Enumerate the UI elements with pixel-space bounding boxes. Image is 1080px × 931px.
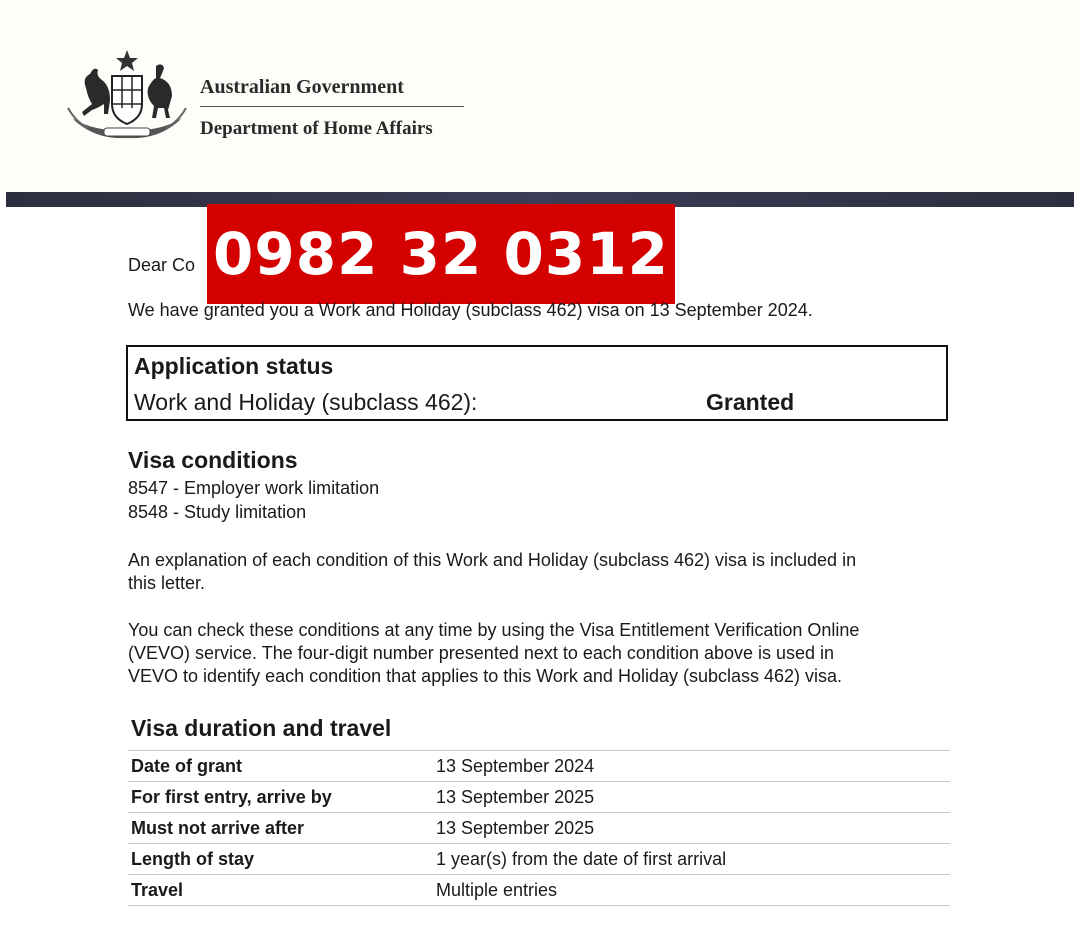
conditions-explanation-line: An explanation of each condition of this Work and Holiday (subclass 462) visa is included in [128,550,857,570]
row-value: Multiple entries [433,875,950,906]
status-visa-label: Work and Holiday (subclass 462): [134,389,478,415]
row-label: Length of stay [128,844,433,875]
letterhead [0,0,1080,192]
table-row [128,782,950,813]
coat-of-arms-icon [64,48,190,144]
row-label: Must not arrive after [128,813,433,844]
table-row [128,875,950,906]
status-badge: Granted [706,389,795,415]
row-label: For first entry, arrive by [128,782,433,813]
vevo-paragraph-line: VEVO to identify each condition that applies to this Work and Holiday (subclass 462) visa. [128,666,843,686]
grant-statement: We have granted you a Work and Holiday (subclass 462) visa on 13 September 2024. [128,300,813,320]
row-label: Travel [128,875,433,906]
conditions-explanation [128,549,958,595]
row-value: 1 year(s) from the date of first arrival [433,844,950,875]
vevo-paragraph-line: You can check these conditions at any time by using the Visa Entitlement Verification Online [128,620,860,640]
table-row [128,844,950,875]
row-label: Date of grant [128,751,433,782]
table-row [128,751,950,782]
status-heading: Application status [134,353,334,379]
duration-heading: Visa duration and travel [131,715,392,741]
row-value: 13 September 2025 [433,782,950,813]
duration-table [128,750,950,906]
vevo-paragraph-line: (VEVO) service. The four-digit number presented next to each condition above is used in [128,643,835,663]
government-name: Australian Government [200,76,404,98]
conditions-explanation-line: this letter. [128,573,206,593]
application-status-box [126,345,948,421]
salutation: Dear Co [128,255,196,275]
letterhead-divider [200,106,464,107]
phone-watermark: 0982 32 0312 [207,204,675,304]
vevo-paragraph [128,619,958,688]
row-value: 13 September 2025 [433,813,950,844]
conditions-heading: Visa conditions [128,447,298,473]
department-name: Department of Home Affairs [200,118,433,139]
table-row [128,813,950,844]
condition-item: 8547 - Employer work limitation [128,478,380,498]
condition-item: 8548 - Study limitation [128,502,307,522]
row-value: 13 September 2024 [433,751,950,782]
